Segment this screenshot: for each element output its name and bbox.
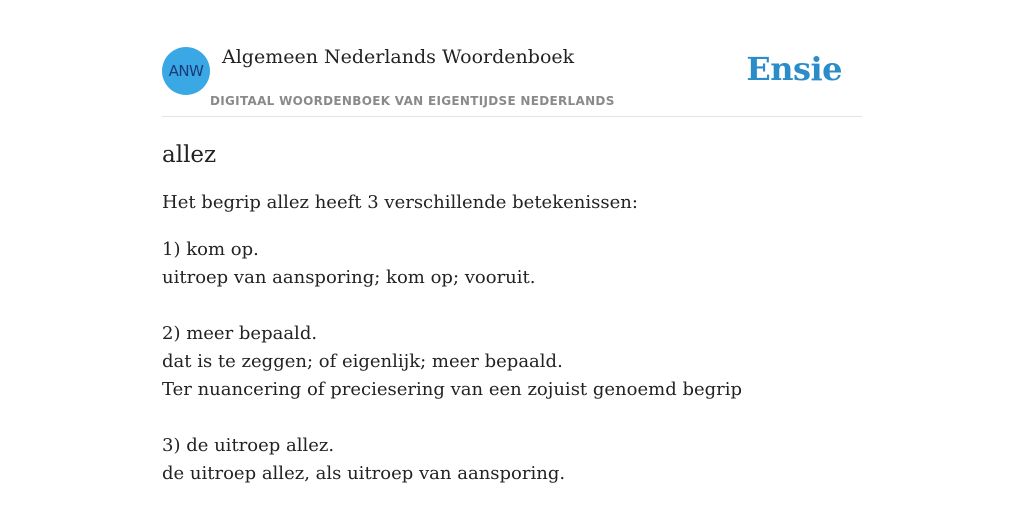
meaning-block	[162, 236, 862, 292]
entry-content	[162, 138, 862, 488]
meaning-line: dat is te zeggen; of eigenlijk; meer bepaald.	[162, 351, 563, 372]
entry-term: allez	[162, 142, 217, 168]
meaning-block	[162, 432, 862, 488]
site-subtitle: DIGITAAL WOORDENBOEK VAN EIGENTIJDSE NEDERLANDS	[210, 94, 615, 108]
meaning-line: uitroep van aansporing; kom op; vooruit.	[162, 267, 536, 288]
meaning-line: de uitroep allez, als uitroep van aansporing.	[162, 463, 566, 484]
site-title[interactable]: Algemeen Nederlands Woordenboek	[222, 46, 575, 68]
meaning-heading: 2) meer bepaald.	[162, 323, 318, 344]
meaning-block	[162, 320, 862, 404]
site-header	[162, 0, 862, 117]
ensie-brand-link[interactable]: Ensie	[746, 50, 842, 88]
meaning-heading: 1) kom op.	[162, 239, 259, 260]
meaning-heading: 3) de uitroep allez.	[162, 435, 335, 456]
entry-intro: Het begrip allez heeft 3 verschillende betekenissen:	[162, 192, 638, 213]
meaning-line: Ter nuancering of preciesering van een zojuist genoemd begrip	[162, 379, 743, 400]
anw-logo[interactable]: ANW	[162, 47, 210, 95]
